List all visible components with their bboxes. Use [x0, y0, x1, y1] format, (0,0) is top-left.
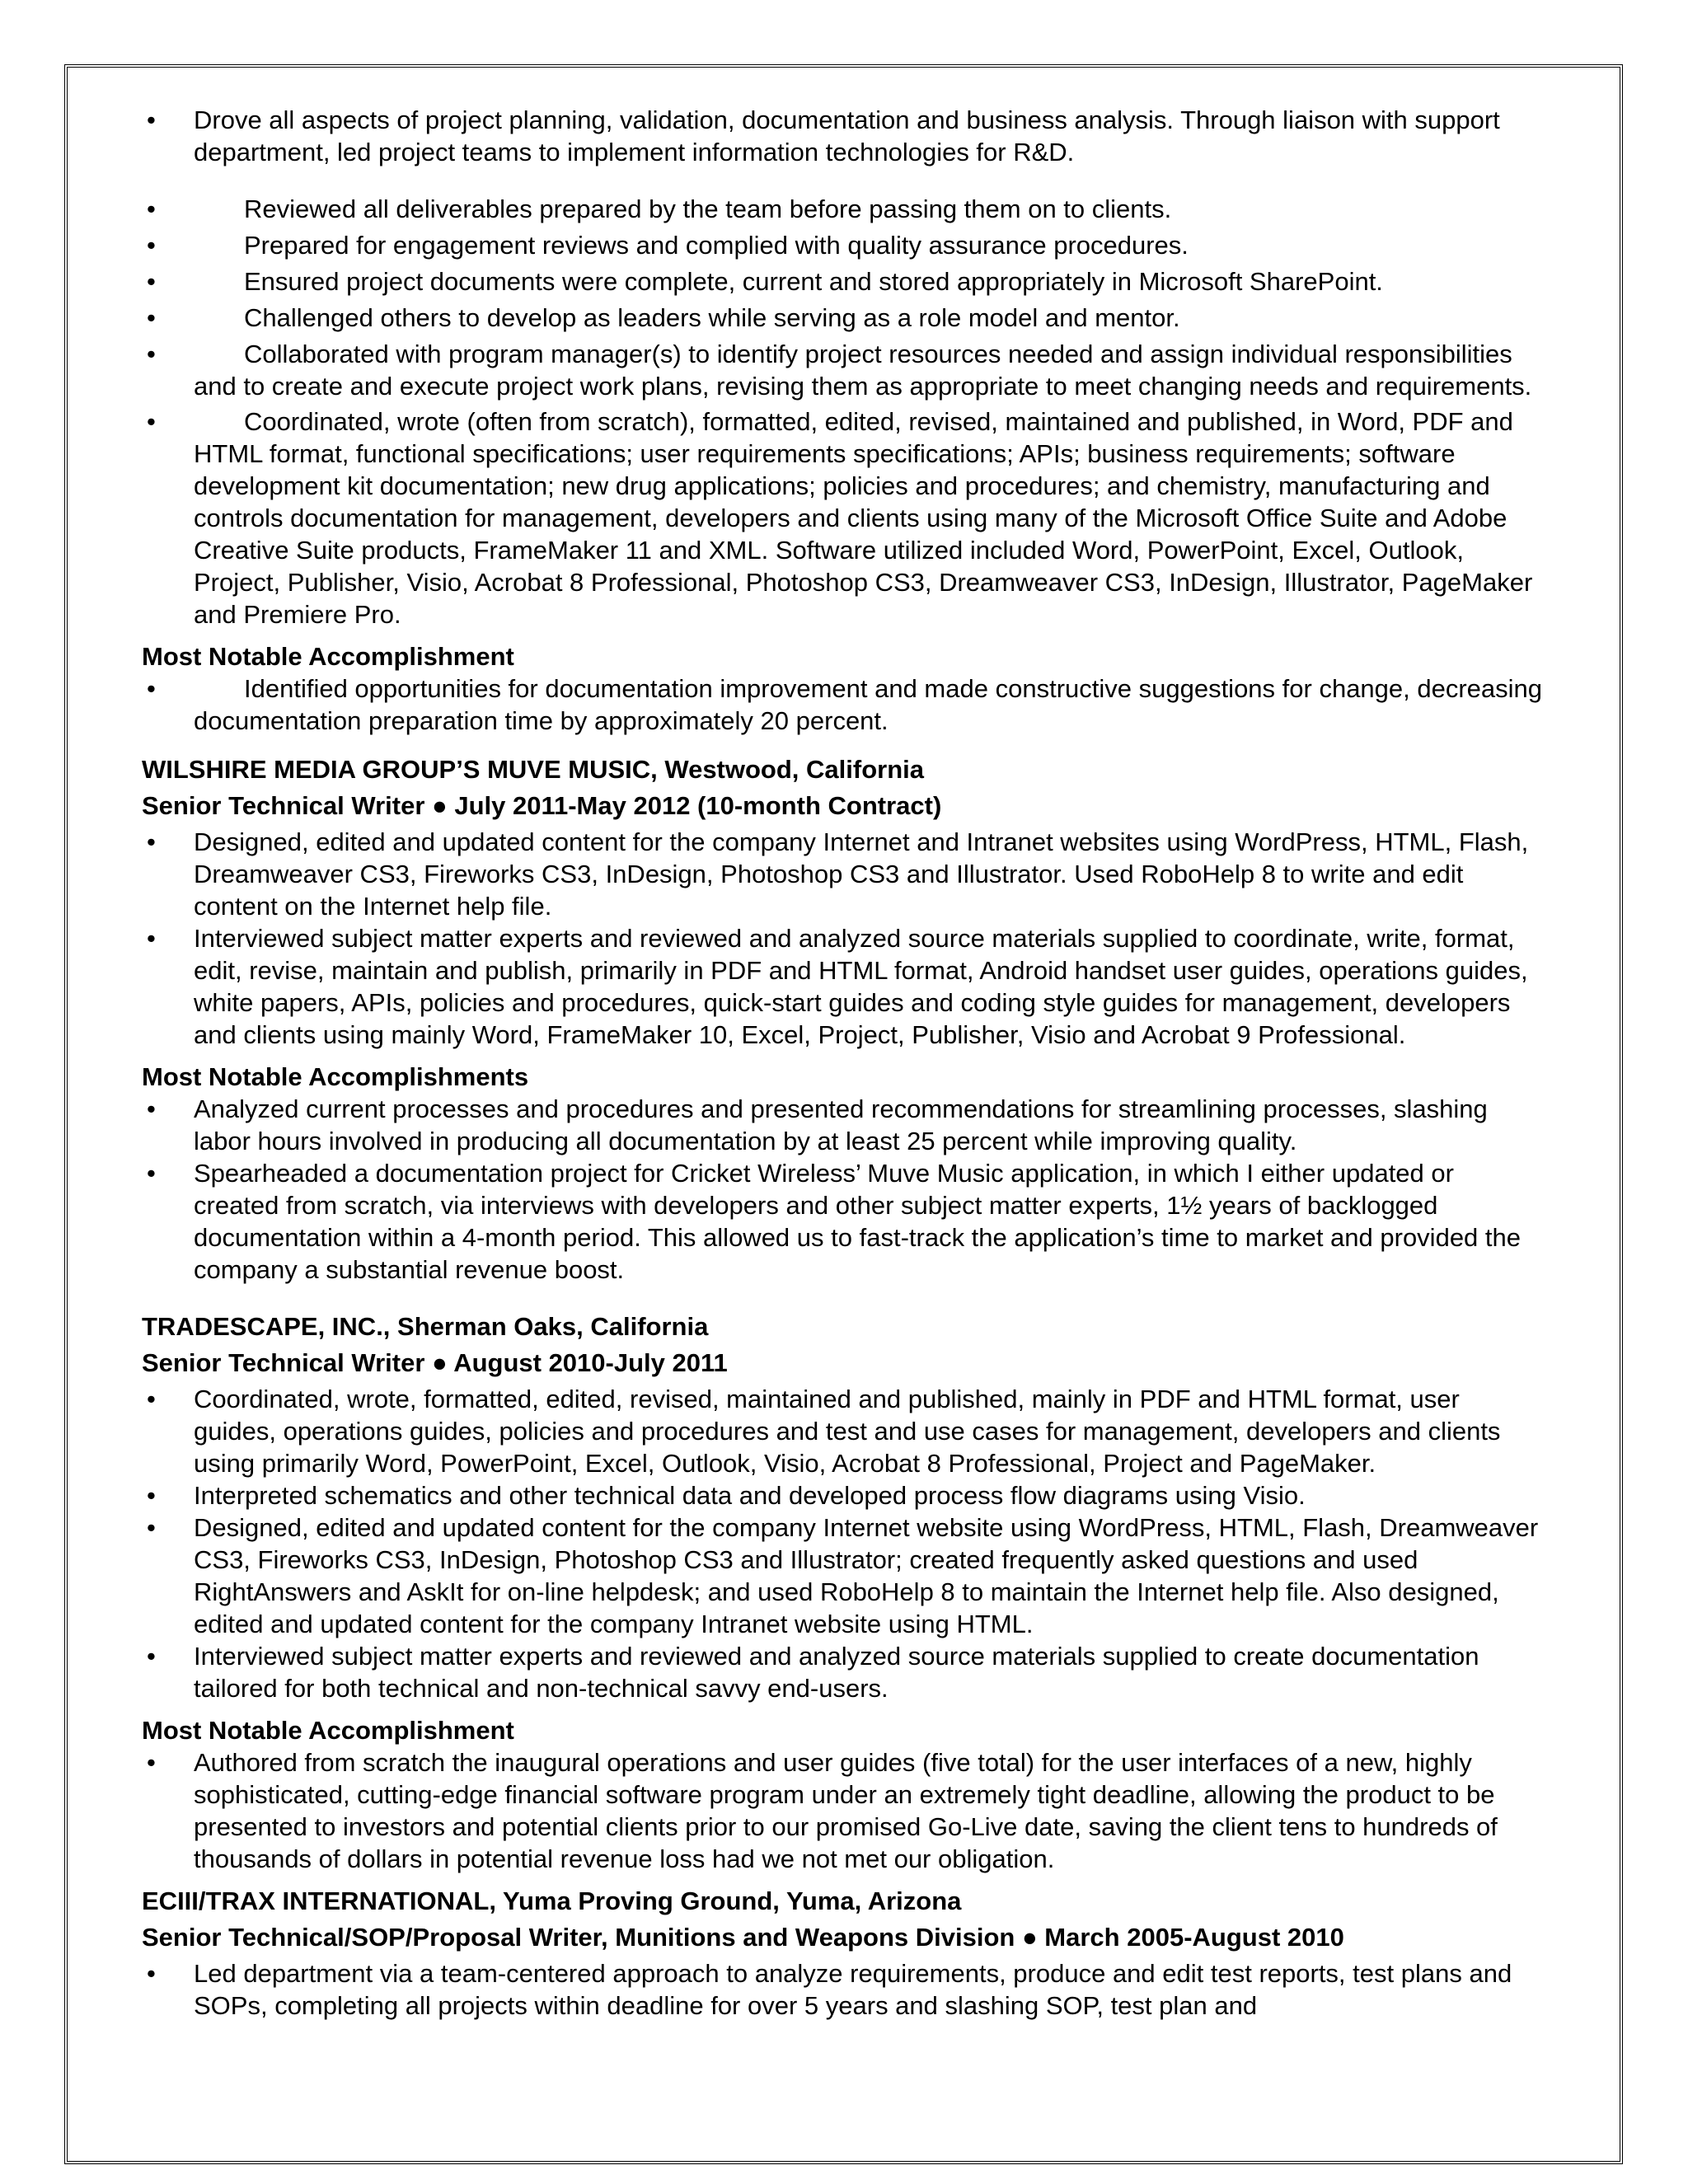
list-item [142, 1479, 1543, 1511]
list-item [142, 1511, 1543, 1640]
accomplishment-heading: Most Notable Accomplishment [142, 1716, 514, 1745]
list-item [142, 1957, 1543, 2022]
list-item [142, 1383, 1543, 1479]
bullet-text: Interviewed subject matter experts and reviewed and analyzed source materials supplied to create documentation tailored for both technical and non-technical savvy end-users. [194, 1642, 1479, 1703]
bullet-text: Collaborated with program manager(s) to identify project resources needed and assign individual responsibilities and to create and execute project work plans, revising them as appropriate to meet changing needs and requirements. [194, 340, 1532, 401]
list-item [142, 104, 1543, 168]
company-heading: WILSHIRE MEDIA GROUP’S MUVE MUSIC, Westwood, California [142, 755, 924, 784]
list-item [142, 922, 1543, 1051]
company-heading: ECIII/TRAX INTERNATIONAL, Yuma Proving Ground, Yuma, Arizona [142, 1886, 962, 1915]
list-item [142, 1157, 1543, 1286]
list-item [142, 405, 1543, 630]
list-item [142, 1640, 1543, 1704]
list-item [142, 1093, 1543, 1157]
bullet-text: Authored from scratch the inaugural operations and user guides (five total) for the user interfaces of a new, highly sophisticated, cutting-edge financial software program under an extremely tight deadline, allowing the product to be presented to investors and potential clients prior to our promised Go-Live date, saving the client tens to hundreds of thousands of dollars in potential revenue loss had we not met our obligation. [194, 1748, 1498, 1873]
bullet-text: Interviewed subject matter experts and reviewed and analyzed source materials supplied to coordinate, write, format, edit, revise, maintain and publish, primarily in PDF and HTML format, Android handset user guides, operations guides, white papers, APIs, policies and procedures, quick-start guides and coding style guides for management, developers and clients using mainly Word, FrameMaker 10, Excel, Project, Publisher, Visio and Acrobat 9 Professional. [194, 924, 1528, 1049]
list-item [142, 338, 1543, 402]
list-item [142, 229, 1543, 261]
job-title: Senior Technical Writer ● August 2010-July 2011 [142, 1348, 728, 1377]
bullet-text: Coordinated, wrote (often from scratch), formatted, edited, revised, maintained and published, in Word, PDF and HTML format, functional specifications; user requirements specifications; APIs; business requirements; software development kit documentation; new drug applications; policies and procedures; and chemistry, manufacturing and controls documentation for management, developers and clients using many of the Microsoft Office Suite and Adobe Creative Suite products, FrameMaker 11 and XML. Software utilized included Word, PowerPoint, Excel, Outlook, Project, Publisher, Visio, Acrobat 8 Professional, Photoshop CS3, Dreamweaver CS3, InDesign, Illustrator, PageMaker and Premiere Pro. [194, 407, 1533, 629]
accomplishment-heading: Most Notable Accomplishments [142, 1062, 529, 1091]
bullet-text: Designed, edited and updated content for the company Internet and Intranet websites using WordPress, HTML, Flash, Dreamweaver CS3, Fireworks CS3, InDesign, Photoshop CS3 and Illustrator. Used RoboHelp 8 to write and edit content on the Internet help file. [194, 827, 1529, 921]
indented-list [142, 193, 1543, 630]
job-bullet-list [142, 1383, 1543, 1704]
bullet-text: Spearheaded a documentation project for Cricket Wireless’ Muve Music application, in which I either updated or created from scratch, via interviews with developers and other subject matter experts, 1½ years of backlogged documentation within a 4-month period. This allowed us to fast-track the application’s time to market and provided the company a substantial revenue boost. [194, 1159, 1522, 1284]
job-title: Senior Technical/SOP/Proposal Writer, Munitions and Weapons Division ● March 2005-August 2010 [142, 1923, 1344, 1952]
bullet-text: Analyzed current processes and procedures and presented recommendations for streamlining processes, slashing labor hours involved in producing all documentation by at least 25 percent while improving quality. [194, 1094, 1488, 1155]
accomplishment-list [142, 1746, 1543, 1875]
intro-list [142, 104, 1543, 168]
job-bullet-list [142, 1957, 1543, 2022]
list-item [142, 673, 1543, 737]
resume-content [142, 104, 1543, 2022]
job-title: Senior Technical Writer ● July 2011-May 2012 (10-month Contract) [142, 791, 942, 820]
list-item [142, 193, 1543, 225]
bullet-text: Interpreted schematics and other technical data and developed process flow diagrams using Visio. [194, 1481, 1306, 1510]
bullet-text: Reviewed all deliverables prepared by the team before passing them on to clients. [244, 194, 1172, 223]
bullet-text: Challenged others to develop as leaders while serving as a role model and mentor. [244, 303, 1180, 332]
list-item [142, 826, 1543, 922]
accomplishment-heading: Most Notable Accomplishment [142, 642, 514, 671]
bullet-text: Coordinated, wrote, formatted, edited, revised, maintained and published, mainly in PDF and HTML format, user guides, operations guides, policies and procedures and test and use cases for management, developers and clients using primarily Word, PowerPoint, Excel, Outlook, Visio, Acrobat 8 Professional, Project and PageMaker. [194, 1385, 1501, 1478]
bullet-text: Ensured project documents were complete, current and stored appropriately in Microsoft SharePoint. [244, 267, 1383, 296]
list-item [142, 302, 1543, 334]
accomplishment-list [142, 1093, 1543, 1286]
accomplishment-list [142, 673, 1543, 737]
bullet-text: Drove all aspects of project planning, validation, documentation and business analysis. Through liaison with support department, led project teams to implement information technologies for R&D. [194, 105, 1500, 166]
company-heading: TRADESCAPE, INC., Sherman Oaks, California [142, 1312, 709, 1341]
bullet-text: Designed, edited and updated content for the company Internet website using WordPress, HTML, Flash, Dreamweaver CS3, Fireworks CS3, InDesign, Photoshop CS3 and Illustrator; created frequently asked questions and used RightAnswers and AskIt for on-line helpdesk; and used RoboHelp 8 to maintain the Internet help file. Also designed, edited and updated content for the company Intranet website using HTML. [194, 1513, 1539, 1638]
bullet-text: Led department via a team-centered approach to analyze requirements, produce and edit test reports, test plans and SOPs, completing all projects within deadline for over 5 years and slashing SOP, test plan and [194, 1959, 1512, 2020]
bullet-text: Identified opportunities for documentation improvement and made constructive suggestions for change, decreasing documentation preparation time by approximately 20 percent. [194, 674, 1543, 735]
list-item [142, 1746, 1543, 1875]
job-bullet-list [142, 826, 1543, 1051]
bullet-text: Prepared for engagement reviews and complied with quality assurance procedures. [244, 231, 1189, 260]
list-item [142, 265, 1543, 298]
